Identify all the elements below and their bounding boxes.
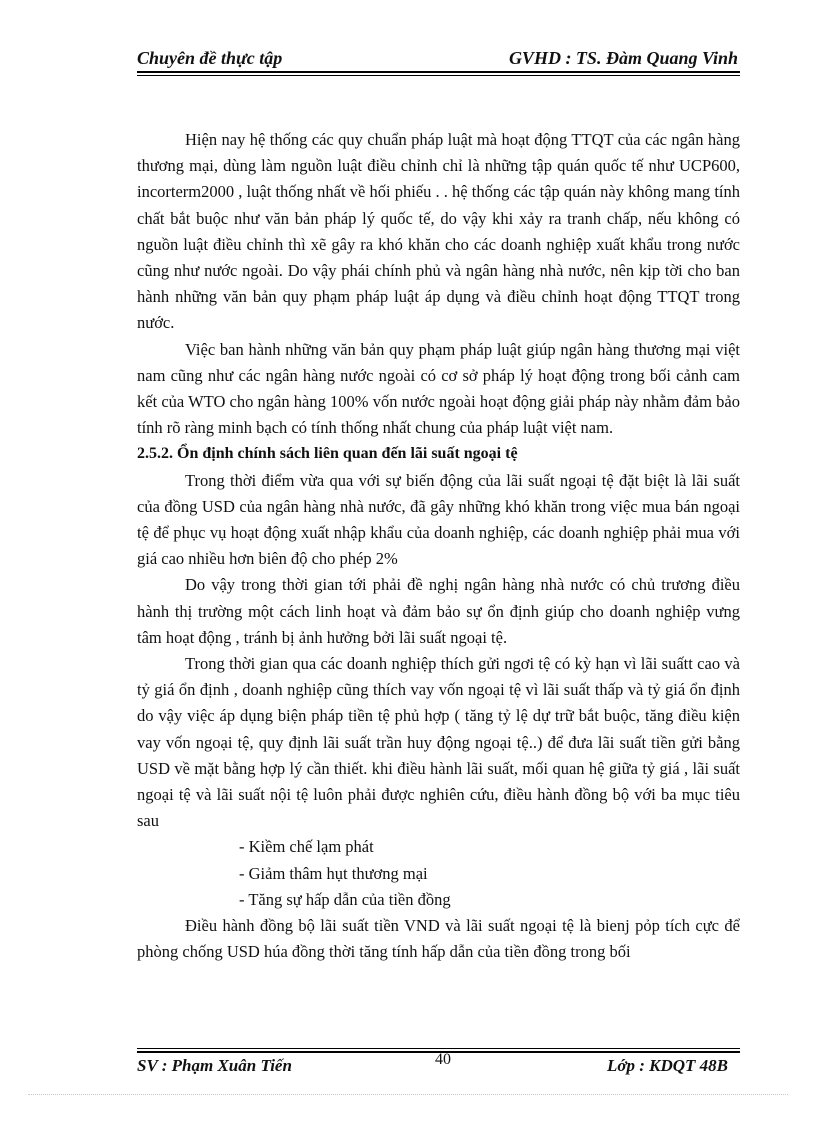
header-advisor: GVHD : TS. Đàm Quang Vinh <box>508 48 738 68</box>
header-rule-thin <box>137 75 740 76</box>
footer-student: SV : Phạm Xuân Tiến <box>137 1056 292 1075</box>
paragraph: Hiện nay hệ thống các quy chuẩn pháp luật mà hoạt động TTQT của các ngân hàng thương mại, dùng làm nguồn luật điều chỉnh chỉ là những tập quán quốc tế như UCP600, incorterm2000 , luật thống nhất về hối phiếu . . hệ thống các tập quán này không mang tính chất bắt buộc như văn bản pháp lý quốc tế, do vậy khi xảy ra tranh chấp, nếu không có nguồn luật điều chỉnh thì xẽ gây ra khó khăn cho các doanh nghiệp xuất khẩu trong nước cũng như nước ngoài. Do vậy phái chính phủ và ngân hàng nhà nước, nên kịp tời cho ban hành những văn bản quy phạm pháp luật áp dụng và điều chỉnh hoạt động TTQT trong nước. <box>137 130 740 333</box>
paragraph: Do vậy trong thời gian tới phải đề nghị ngân hàng nhà nước có chủ trương điều hành thị trường một cách linh hoạt và đảm bảo sự ổn định giúp cho doanh nghiệp vưng tâm hoạt động , tránh bị ảnh hưởng bởi lãi suất ngoại tệ. <box>137 575 740 647</box>
header-rule <box>137 71 740 73</box>
paragraph: Điều hành đồng bộ lãi suất tiền VND và lãi suất ngoại tệ là bienj pỏp tích cực để phòng chống USD húa đồng thời tăng tính hấp dẫn của tiền đồng trong bối <box>137 916 740 962</box>
page-header <box>137 46 740 76</box>
page-body <box>137 127 740 966</box>
list-item: - Kiềm chế lạm phát <box>239 837 374 857</box>
list-item: - Giảm thâm hụt thương mại <box>239 863 428 883</box>
section-heading: 2.5.2. Ổn định chính sách liên quan đến lãi suất ngoại tệ <box>137 445 518 463</box>
paragraph: Trong thời gian qua các doanh nghiệp thích gửi ngơi tệ có kỳ hạn vì lãi suấtt cao và tỷ giá ổn định , doanh nghiệp cũng thích vay vốn ngoại tệ vì lãi suất thấp và tỷ giá ổn định do vậy việc áp dụng biện pháp tiền tệ phủ hợp ( tăng tỷ lệ dự trữ bắt buộc, tăng điều kiện vay vốn ngoại tệ, quy định lãi suất trần huy động ngoại tệ..) để đưa lãi suất tiền gửi bằng USD về mặt bằng hợp lý cần thiết. khi điều hành lãi suất, mối quan hệ giữa tỷ giá , lãi suất ngoại tệ và lãi suất nội tệ luôn phải được nghiên cứu, điều hành đồng bộ với ba mục tiêu sau <box>137 654 740 831</box>
page-number: 40 <box>435 1051 451 1068</box>
footer-rule-thin <box>137 1048 740 1049</box>
header-title: Chuyên đề thực tập <box>137 48 283 68</box>
list-item: - Tăng sự hấp dẫn của tiền đồng <box>239 889 451 909</box>
page-bottom-border <box>28 1094 788 1095</box>
page-footer <box>137 1048 740 1078</box>
paragraph: Trong thời điểm vừa qua với sự biến động của lãi suất ngoại tệ đặt biệt là lãi suất của đồng USD của ngân hàng nhà nước, đã gây những khó khăn trong việc mua bán ngoại tệ để phục vụ hoạt động xuất nhập khẩu của doanh nghiệp, các doanh nghiệp phải mua với giá cao nhiều hơn biên độ cho phép 2% <box>137 470 740 569</box>
footer-class: Lớp : KDQT 48B <box>606 1056 728 1075</box>
paragraph: Việc ban hành những văn bản quy phạm pháp luật giúp ngân hàng thương mại việt nam cũng như các ngân hàng nước ngoài có cơ sở pháp lý hoạt động trong bối cảnh cam kết của WTO cho ngân hàng 100% vốn nước ngoài hoạt động giải pháp này nhằm đảm bảo tính rõ ràng minh bạch có tính thống nhất chung của pháp luật việt nam. <box>137 339 740 438</box>
